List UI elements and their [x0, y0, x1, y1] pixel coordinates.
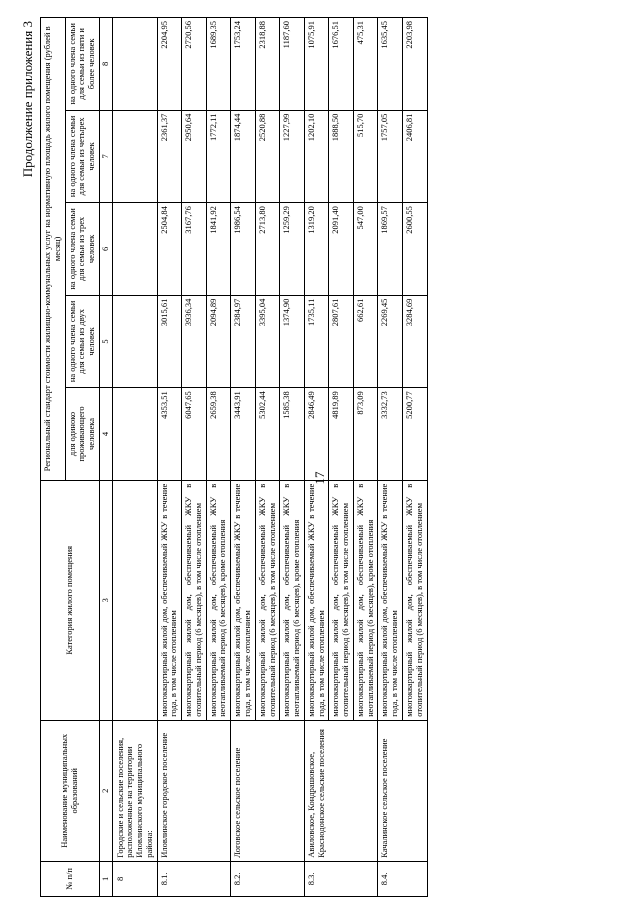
category-cell: многоквартирный жилой дом, обеспечиваемый ЖКУ в течение года, в том числе отоплением	[378, 480, 403, 720]
category-cell: многоквартирный жилой дом, обеспечиваемый ЖКУ в течение года, в том числе отоплением	[157, 480, 182, 720]
value-cell: 1986,54	[231, 203, 256, 296]
group-name: Городские и сельские поселения, расположенные на территории Иловлинского муниципального района:	[112, 720, 157, 861]
value-cell: 2720,56	[182, 18, 207, 111]
value-cell: 1735,11	[304, 295, 329, 388]
value-cell: 2600,55	[402, 203, 427, 296]
value-cell: 3936,34	[182, 295, 207, 388]
value-cell: 1374,90	[280, 295, 305, 388]
value-cell: 1753,24	[231, 18, 256, 111]
value-cell: 2406,81	[402, 110, 427, 203]
value-cell: 2520,88	[255, 110, 280, 203]
category-cell: многоквартирный жилой дом, обеспечиваемый ЖКУ в отопительный период (6 месяцев), в том числе отоплением	[255, 480, 280, 720]
value-cell: 1259,29	[280, 203, 305, 296]
value-cell: 1187,60	[280, 18, 305, 111]
value-cell: 873,09	[353, 388, 378, 481]
subheader-cell: для одиноко проживающего человека	[65, 388, 99, 481]
category-cell: многоквартирный жилой дом, обеспечиваемый ЖКУ в течение года, в том числе отоплением	[231, 480, 256, 720]
column-number: 2	[99, 720, 112, 861]
subheader-cell: на одного члена семьи для семьи из четырех человек	[65, 110, 99, 203]
municipality-name: Логовское сельское поселение	[231, 720, 305, 861]
value-cell: 3443,91	[231, 388, 256, 481]
header-row	[41, 18, 66, 897]
rotated-table-page	[18, 17, 618, 897]
municipality-name: Иловлинское городское поселение	[157, 720, 231, 861]
value-cell: 2361,37	[157, 110, 182, 203]
category-cell: многоквартирный жилой дом, обеспечиваемый ЖКУ в течение года, в том числе отоплением	[304, 480, 329, 720]
column-number: 3	[99, 480, 112, 720]
column-number: 5	[99, 295, 112, 388]
value-cell: 1202,10	[304, 110, 329, 203]
header-category: Категория жилого помещения	[41, 480, 100, 720]
value-cell: 547,00	[353, 203, 378, 296]
value-cell: 1874,44	[231, 110, 256, 203]
value-cell: 5200,77	[402, 388, 427, 481]
group-number: 8	[112, 861, 157, 896]
value-cell: 3332,73	[378, 388, 403, 481]
subheader-cell: на одного члена семьи для семьи из пяти и более человек	[65, 18, 99, 111]
value-cell: 1227,99	[280, 110, 305, 203]
value-cell: 6047,65	[182, 388, 207, 481]
value-cell: 2713,80	[255, 203, 280, 296]
value-cell: 475,31	[353, 18, 378, 111]
value-cell: 2950,64	[182, 110, 207, 203]
header-name: Наименование муниципальных образований	[41, 720, 100, 861]
value-cell: 2091,40	[329, 203, 354, 296]
page-number: 17	[312, 471, 327, 485]
column-number: 4	[99, 388, 112, 481]
table-row	[231, 18, 256, 897]
value-cell: 2504,84	[157, 203, 182, 296]
category-cell: многоквартирный жилой дом, обеспечиваемый ЖКУ в отопительный период (6 месяцев), в том числе отоплением	[182, 480, 207, 720]
value-cell: 2807,61	[329, 295, 354, 388]
row-number: 8.1.	[157, 861, 231, 896]
value-cell: 2269,45	[378, 295, 403, 388]
value-cell: 4819,89	[329, 388, 354, 481]
value-cell: 5302,44	[255, 388, 280, 481]
column-number: 7	[99, 110, 112, 203]
value-cell: 2659,38	[206, 388, 231, 481]
row-number: 8.3.	[304, 861, 378, 896]
value-cell: 1635,45	[378, 18, 403, 111]
category-cell: многоквартирный жилой дом, обеспечиваемый ЖКУ в неотапливаемый период (6 месяцев), кроме отопления	[280, 480, 305, 720]
value-cell: 2846,49	[304, 388, 329, 481]
value-cell: 2318,88	[255, 18, 280, 111]
value-cell: 2203,98	[402, 18, 427, 111]
regional-standard-table	[40, 17, 428, 897]
value-cell: 3284,69	[402, 295, 427, 388]
value-cell: 3167,76	[182, 203, 207, 296]
value-cell: 662,61	[353, 295, 378, 388]
header-standard: Региональный стандарт стоимости жилищно-коммунальных услуг на нормативную площадь жилого помещения (рублей в месяц)	[41, 18, 66, 481]
column-number: 1	[99, 861, 112, 896]
value-cell: 2204,95	[157, 18, 182, 111]
value-cell: 1585,38	[280, 388, 305, 481]
value-cell: 1689,35	[206, 18, 231, 111]
value-cell: 3395,04	[255, 295, 280, 388]
table-row	[304, 18, 329, 897]
table-row	[157, 18, 182, 897]
value-cell: 2384,97	[231, 295, 256, 388]
value-cell: 1869,57	[378, 203, 403, 296]
value-cell: 2094,89	[206, 295, 231, 388]
table-row	[378, 18, 403, 897]
row-number: 8.4.	[378, 861, 427, 896]
row-number: 8.2.	[231, 861, 305, 896]
header-no: № п/п	[41, 861, 100, 896]
value-cell: 1772,11	[206, 110, 231, 203]
value-cell: 1676,51	[329, 18, 354, 111]
municipality-name: Качалинское сельское поселение	[378, 720, 427, 861]
column-number: 8	[99, 18, 112, 111]
category-cell: многоквартирный жилой дом, обеспечиваемый ЖКУ в неотапливаемый период (6 месяцев), кроме отопления	[206, 480, 231, 720]
value-cell: 1075,91	[304, 18, 329, 111]
group-row	[112, 18, 157, 897]
category-cell: многоквартирный жилой дом, обеспечиваемый ЖКУ в отопительный период (6 месяцев), в том числе отоплением	[329, 480, 354, 720]
category-cell: многоквартирный жилой дом, обеспечиваемый ЖКУ в неотапливаемый период (6 месяцев), кроме отопления	[353, 480, 378, 720]
value-cell: 4353,51	[157, 388, 182, 481]
municipality-name: Авиловское, Кондрашовское, Краснодонское сельские поселения	[304, 720, 378, 861]
column-number-row	[99, 18, 112, 897]
subheader-cell: на одного члена семьи для семьи из трех человек	[65, 203, 99, 296]
column-number: 6	[99, 203, 112, 296]
value-cell: 1319,20	[304, 203, 329, 296]
appendix-note: Продолжение приложения 3	[20, 21, 35, 178]
value-cell: 515,70	[353, 110, 378, 203]
value-cell: 3015,61	[157, 295, 182, 388]
subheader-cell: на одного члена семьи для семьи из двух человек	[65, 295, 99, 388]
value-cell: 1888,50	[329, 110, 354, 203]
category-cell: многоквартирный жилой дом, обеспечиваемый ЖКУ в отопительный период (6 месяцев), в том числе отоплением	[402, 480, 427, 720]
value-cell: 1757,05	[378, 110, 403, 203]
value-cell: 1841,92	[206, 203, 231, 296]
